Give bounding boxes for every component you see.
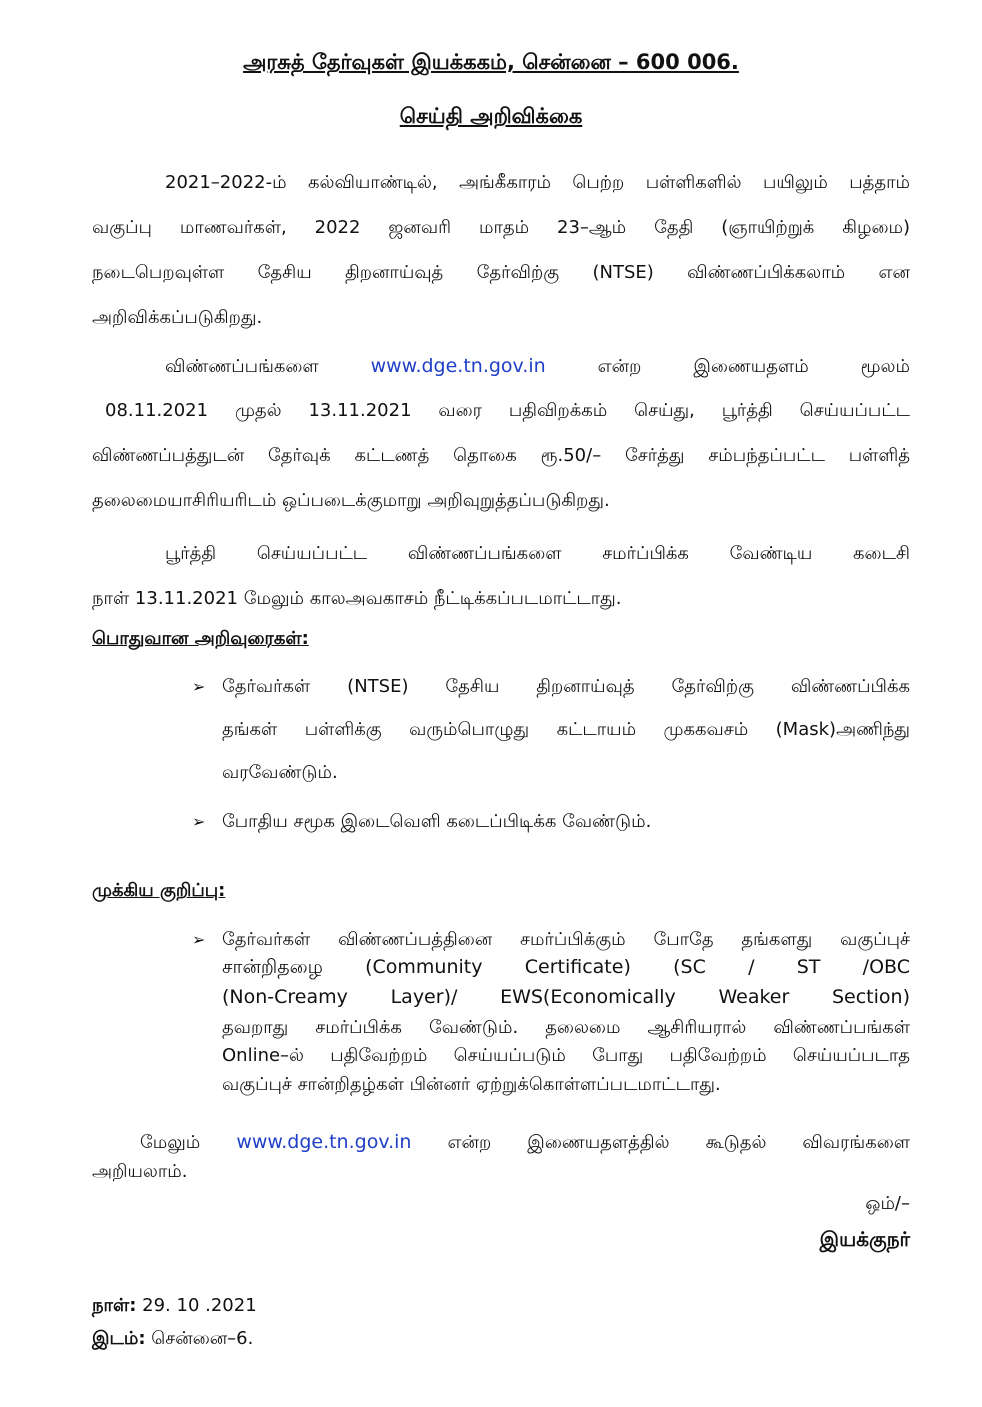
para2-line4: தலைமையாசிரியரிடம் ஒப்படைக்குமாறு அறிவுறுத்தப்படுகிறது.	[92, 490, 610, 511]
para2-line1	[165, 355, 910, 379]
closing-line1	[140, 1131, 910, 1155]
bullet2-line1: போதிய சமூக இடைவெளி கடைப்பிடிக்க வேண்டும்.	[222, 811, 652, 832]
bullet-arrow-icon: ➢	[192, 677, 206, 696]
important-line5: Online–ல் பதிவேற்றம் செய்யப்படும் போது பதிவேற்றம் செய்யப்படாத	[222, 1045, 910, 1066]
para1-line2: வகுப்பு மாணவர்கள், 2022 ஜனவரி மாதம் 23–ஆம் தேதி (ஞாயிற்றுக் கிழமை)	[92, 217, 910, 238]
para2-called-word: என்ற	[597, 356, 642, 377]
place-line	[92, 1328, 253, 1351]
para2-line2	[105, 400, 910, 423]
important-line1: தேர்வர்கள் விண்ணப்பத்தினை சமர்ப்பிக்கும் போதே தங்களது வகுப்புச்	[222, 929, 910, 950]
start-date: 08.11.2021	[105, 400, 209, 421]
para2-website-word: இணையதளம்	[693, 356, 809, 377]
important-line4: தவறாது சமர்ப்பிக்க வேண்டும். தலைமை ஆசிரியரால் விண்ணப்பங்கள்	[222, 1017, 910, 1038]
closing-line2: அறியலாம்.	[92, 1161, 188, 1182]
signature-designation: இயக்குநர்	[819, 1227, 910, 1251]
important-note-heading: முக்கிய குறிப்பு:	[92, 880, 226, 901]
date-value: 29. 10 .2021	[142, 1295, 257, 1316]
para1-line4: அறிவிக்கப்படுகிறது.	[92, 307, 263, 328]
general-instructions-heading: பொதுவான அறிவுரைகள்:	[92, 628, 309, 649]
signature-signed: ஒம்/–	[865, 1193, 910, 1214]
website-link[interactable]: www.dge.tn.gov.in	[370, 355, 546, 377]
closing-moreover-word: மேலும்	[140, 1132, 201, 1153]
para2-via-word: மூலம்	[860, 356, 910, 377]
important-line2: சான்றிதழை (Community Certificate) (SC / ST /OBC	[222, 956, 910, 978]
bullet-arrow-icon: ➢	[192, 930, 206, 949]
office-title: அரசுத் தேர்வுகள் இயக்ககம், சென்னை – 600 006.	[243, 50, 739, 74]
bullet1-line3: வரவேண்டும்.	[222, 762, 338, 783]
closing-rest: என்ற இணையதளத்தில் கூடுதல் விவரங்களை	[447, 1132, 910, 1153]
para1-line1: 2021–2022-ம் கல்வியாண்டில், அங்கீகாரம் பெற்ற பள்ளிகளில் பயிலும் பத்தாம்	[165, 172, 910, 193]
bullet-arrow-icon: ➢	[192, 812, 206, 831]
important-line3: (Non-Creamy Layer)/ EWS(Economically Weaker Section)	[222, 986, 910, 1008]
date-label: நாள்:	[92, 1295, 137, 1316]
para3-line1: பூர்த்தி செய்யப்பட்ட விண்ணப்பங்களை சமர்ப்பிக்க வேண்டிய கடைசி	[165, 543, 910, 564]
website-link-closing[interactable]: www.dge.tn.gov.in	[236, 1131, 412, 1153]
para1-line3: நடைபெறவுள்ள தேசிய திறனாய்வுத் தேர்விற்கு (NTSE) விண்ணப்பிக்கலாம் என	[92, 262, 910, 283]
bullet1-line2: தங்கள் பள்ளிக்கு வரும்பொழுது கட்டாயம் முககவசம் (Mask)அணிந்து	[222, 719, 910, 740]
end-date-text: 13.11.2021 வரை பதிவிறக்கம் செய்து, பூர்த்தி செய்யப்பட்ட	[308, 400, 910, 421]
important-line6: வகுப்புச் சான்றிதழ்கள் பின்னர் ஏற்றுக்கொள்ளப்படமாட்டாது.	[222, 1074, 721, 1095]
para3-line2: நாள் 13.11.2021 மேலும் காலஅவகாசம் நீட்டிக்கப்படமாட்டாது.	[92, 588, 622, 609]
place-label: இடம்:	[92, 1328, 146, 1349]
from-word: முதல்	[234, 400, 282, 421]
para2-applications-word: விண்ணப்பங்களை	[165, 356, 319, 377]
place-value: சென்னை–6.	[151, 1328, 254, 1349]
date-line	[92, 1295, 257, 1318]
para2-line3: விண்ணப்பத்துடன் தேர்வுக் கட்டணத் தொகை ரூ.50/– சேர்த்து சம்பந்தப்பட்ட பள்ளித்	[92, 445, 910, 466]
notice-title: செய்தி அறிவிக்கை	[399, 104, 583, 128]
bullet1-line1: தேர்வர்கள் (NTSE) தேசிய திறனாய்வுத் தேர்விற்கு விண்ணப்பிக்க	[222, 676, 910, 697]
